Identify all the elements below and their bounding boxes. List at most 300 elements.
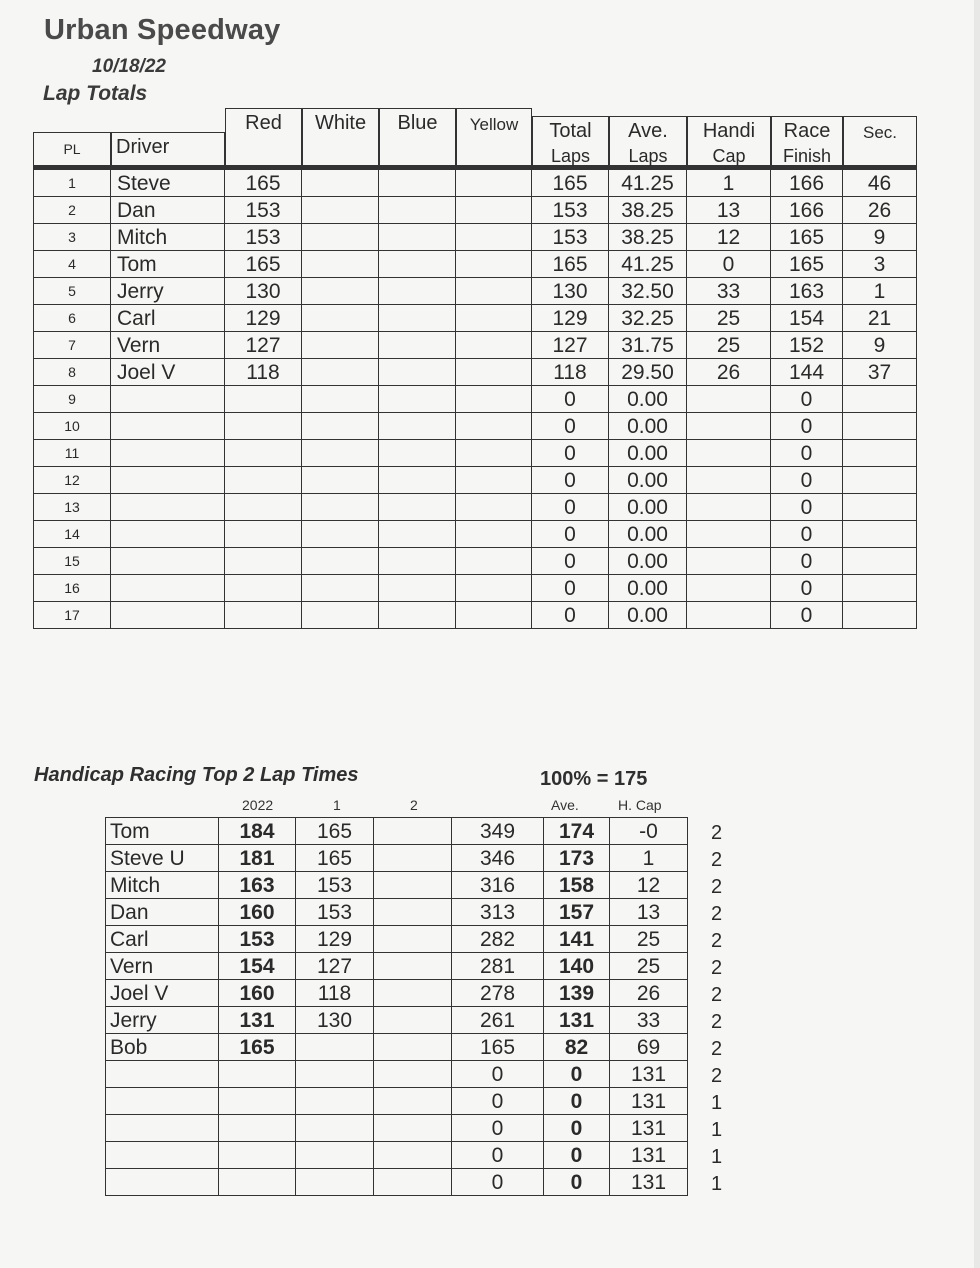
table-row bbox=[33, 467, 917, 494]
cell-handicap: 0 bbox=[687, 251, 771, 278]
col-header-race-finish bbox=[771, 116, 843, 166]
cell-finish: 0 bbox=[771, 521, 843, 548]
cell-yellow bbox=[456, 170, 532, 197]
cell-count: 2 bbox=[711, 849, 723, 871]
cell-name: Tom bbox=[105, 818, 219, 845]
col-header-blue bbox=[379, 108, 456, 166]
cell-handicap: 25 bbox=[687, 332, 771, 359]
cell-blue bbox=[379, 521, 456, 548]
cell-y2022: 160 bbox=[219, 899, 296, 926]
cell-finish: 166 bbox=[771, 197, 843, 224]
cell-sec bbox=[843, 521, 917, 548]
cell-white bbox=[302, 251, 379, 278]
cell-handicap bbox=[687, 548, 771, 575]
table-row bbox=[33, 251, 917, 278]
table-row bbox=[33, 224, 917, 251]
cell-sec: 3 bbox=[843, 251, 917, 278]
table-row bbox=[33, 386, 917, 413]
cell-ave: 173 bbox=[544, 845, 610, 872]
cell-yellow bbox=[456, 278, 532, 305]
table-row bbox=[105, 1142, 723, 1169]
cell-c2 bbox=[374, 1169, 452, 1196]
col-header-line1: Race bbox=[783, 120, 831, 142]
cell-name bbox=[105, 1169, 219, 1196]
cell-finish: 165 bbox=[771, 251, 843, 278]
cell-finish: 0 bbox=[771, 386, 843, 413]
cell-red: 153 bbox=[225, 197, 302, 224]
cell-white bbox=[302, 521, 379, 548]
cell-sum: 0 bbox=[452, 1169, 544, 1196]
cell-driver bbox=[111, 494, 225, 521]
section-title-handicap: Handicap Racing Top 2 Lap Times bbox=[34, 764, 359, 786]
cell-hcap: 33 bbox=[610, 1007, 688, 1034]
cell-yellow bbox=[456, 440, 532, 467]
cell-white bbox=[302, 467, 379, 494]
cell-pl: 16 bbox=[33, 575, 111, 602]
table-row bbox=[33, 548, 917, 575]
cell-sec: 46 bbox=[843, 170, 917, 197]
cell-yellow bbox=[456, 386, 532, 413]
cell-sec bbox=[843, 386, 917, 413]
cell-blue bbox=[379, 332, 456, 359]
cell-driver: Tom bbox=[111, 251, 225, 278]
cell-ave: 29.50 bbox=[609, 359, 687, 386]
col-header-ave: Ave. bbox=[551, 797, 579, 813]
cell-hcap: 26 bbox=[610, 980, 688, 1007]
cell-ave: 174 bbox=[544, 818, 610, 845]
cell-yellow bbox=[456, 224, 532, 251]
table-row bbox=[105, 1088, 723, 1115]
cell-driver: Dan bbox=[111, 197, 225, 224]
cell-sum: 281 bbox=[452, 953, 544, 980]
cell-ave: 0.00 bbox=[609, 386, 687, 413]
col-header-ave-laps bbox=[609, 116, 687, 166]
cell-red bbox=[225, 521, 302, 548]
cell-white bbox=[302, 197, 379, 224]
cell-total: 0 bbox=[532, 413, 609, 440]
cell-pl: 3 bbox=[33, 224, 111, 251]
cell-ave: 41.25 bbox=[609, 251, 687, 278]
cell-white bbox=[302, 278, 379, 305]
cell-driver: Carl bbox=[111, 305, 225, 332]
table-row bbox=[33, 170, 917, 197]
cell-red: 129 bbox=[225, 305, 302, 332]
col-header-handicap bbox=[687, 116, 771, 166]
cell-y2022: 181 bbox=[219, 845, 296, 872]
cell-sec bbox=[843, 602, 917, 629]
cell-red bbox=[225, 440, 302, 467]
cell-sum: 346 bbox=[452, 845, 544, 872]
col-header-total-laps bbox=[532, 116, 609, 166]
cell-ave: 32.25 bbox=[609, 305, 687, 332]
table-row bbox=[105, 1061, 723, 1088]
cell-ave: 41.25 bbox=[609, 170, 687, 197]
cell-yellow bbox=[456, 467, 532, 494]
cell-white bbox=[302, 413, 379, 440]
cell-finish: 166 bbox=[771, 170, 843, 197]
cell-hcap: 131 bbox=[610, 1142, 688, 1169]
cell-finish: 0 bbox=[771, 602, 843, 629]
cell-c1 bbox=[296, 1088, 374, 1115]
cell-blue bbox=[379, 197, 456, 224]
cell-sum: 282 bbox=[452, 926, 544, 953]
cell-handicap bbox=[687, 413, 771, 440]
cell-ave: 0.00 bbox=[609, 521, 687, 548]
cell-y2022 bbox=[219, 1088, 296, 1115]
table-row bbox=[33, 413, 917, 440]
cell-ave: 32.50 bbox=[609, 278, 687, 305]
cell-sec: 9 bbox=[843, 332, 917, 359]
cell-y2022 bbox=[219, 1142, 296, 1169]
cell-sec: 1 bbox=[843, 278, 917, 305]
col-header-line2: Cap bbox=[712, 146, 746, 166]
table-row bbox=[105, 818, 723, 845]
cell-total: 0 bbox=[532, 521, 609, 548]
cell-yellow bbox=[456, 575, 532, 602]
cell-name: Joel V bbox=[105, 980, 219, 1007]
table-row bbox=[105, 872, 723, 899]
cell-blue bbox=[379, 305, 456, 332]
cell-sum: 278 bbox=[452, 980, 544, 1007]
cell-count: 2 bbox=[711, 1038, 723, 1060]
cell-sec bbox=[843, 440, 917, 467]
cell-count: 2 bbox=[711, 903, 723, 925]
cell-red: 153 bbox=[225, 224, 302, 251]
cell-driver: Jerry bbox=[111, 278, 225, 305]
col-header-red bbox=[225, 108, 302, 166]
table-row bbox=[105, 1007, 723, 1034]
cell-blue bbox=[379, 224, 456, 251]
cell-c2 bbox=[374, 926, 452, 953]
cell-y2022: 153 bbox=[219, 926, 296, 953]
cell-blue bbox=[379, 359, 456, 386]
col-header-line2: Laps bbox=[550, 146, 591, 166]
cell-handicap: 26 bbox=[687, 359, 771, 386]
cell-count: 2 bbox=[711, 984, 723, 1006]
cell-sum: 165 bbox=[452, 1034, 544, 1061]
col-header-line1: Blue bbox=[397, 112, 438, 134]
cell-white bbox=[302, 170, 379, 197]
cell-red bbox=[225, 494, 302, 521]
cell-total: 0 bbox=[532, 467, 609, 494]
cell-white bbox=[302, 224, 379, 251]
cell-white bbox=[302, 440, 379, 467]
cell-c2 bbox=[374, 980, 452, 1007]
table-row bbox=[33, 278, 917, 305]
cell-white bbox=[302, 305, 379, 332]
table-row bbox=[105, 1034, 723, 1061]
col-header-line1: Handi bbox=[702, 120, 756, 142]
percent-basis-label: 100% = 175 bbox=[540, 768, 648, 790]
cell-y2022: 184 bbox=[219, 818, 296, 845]
cell-red bbox=[225, 386, 302, 413]
cell-count: 2 bbox=[711, 957, 723, 979]
cell-handicap bbox=[687, 467, 771, 494]
cell-white bbox=[302, 359, 379, 386]
table-row bbox=[105, 980, 723, 1007]
cell-ave: 38.25 bbox=[609, 197, 687, 224]
cell-ave: 140 bbox=[544, 953, 610, 980]
cell-red: 165 bbox=[225, 251, 302, 278]
table-row bbox=[33, 305, 917, 332]
cell-ave: 157 bbox=[544, 899, 610, 926]
cell-hcap: -0 bbox=[610, 818, 688, 845]
cell-c1 bbox=[296, 1169, 374, 1196]
cell-sum: 261 bbox=[452, 1007, 544, 1034]
cell-yellow bbox=[456, 197, 532, 224]
cell-c2 bbox=[374, 1007, 452, 1034]
cell-finish: 0 bbox=[771, 467, 843, 494]
cell-finish: 0 bbox=[771, 548, 843, 575]
cell-handicap: 1 bbox=[687, 170, 771, 197]
cell-sum: 313 bbox=[452, 899, 544, 926]
section-title-lap-totals: Lap Totals bbox=[43, 82, 148, 105]
table-row bbox=[105, 899, 723, 926]
cell-total: 129 bbox=[532, 305, 609, 332]
col-header-hcap: H. Cap bbox=[618, 797, 662, 813]
cell-sec: 26 bbox=[843, 197, 917, 224]
cell-sec: 21 bbox=[843, 305, 917, 332]
cell-hcap: 131 bbox=[610, 1061, 688, 1088]
cell-pl: 2 bbox=[33, 197, 111, 224]
col-header-white bbox=[302, 108, 379, 166]
cell-hcap: 131 bbox=[610, 1115, 688, 1142]
cell-y2022 bbox=[219, 1115, 296, 1142]
page-edge bbox=[974, 0, 980, 1268]
cell-driver bbox=[111, 602, 225, 629]
cell-driver bbox=[111, 467, 225, 494]
cell-white bbox=[302, 602, 379, 629]
cell-red bbox=[225, 548, 302, 575]
cell-c2 bbox=[374, 953, 452, 980]
table-row bbox=[33, 494, 917, 521]
cell-c2 bbox=[374, 1061, 452, 1088]
cell-handicap: 13 bbox=[687, 197, 771, 224]
cell-count: 2 bbox=[711, 930, 723, 952]
cell-pl: 17 bbox=[33, 602, 111, 629]
cell-pl: 12 bbox=[33, 467, 111, 494]
cell-handicap bbox=[687, 386, 771, 413]
cell-ave: 0 bbox=[544, 1115, 610, 1142]
cell-c1: 165 bbox=[296, 818, 374, 845]
cell-handicap: 25 bbox=[687, 305, 771, 332]
cell-name bbox=[105, 1115, 219, 1142]
cell-yellow bbox=[456, 521, 532, 548]
cell-hcap: 131 bbox=[610, 1088, 688, 1115]
col-header-line1: Yellow bbox=[469, 115, 519, 134]
col-header-line1: PL bbox=[63, 141, 81, 157]
lap-totals-header bbox=[33, 108, 923, 166]
cell-total: 165 bbox=[532, 251, 609, 278]
cell-ave: 38.25 bbox=[609, 224, 687, 251]
cell-name: Mitch bbox=[105, 872, 219, 899]
page-title: Urban Speedway bbox=[44, 14, 281, 46]
cell-driver bbox=[111, 440, 225, 467]
cell-sum: 0 bbox=[452, 1061, 544, 1088]
cell-driver bbox=[111, 575, 225, 602]
cell-y2022: 154 bbox=[219, 953, 296, 980]
cell-sum: 0 bbox=[452, 1142, 544, 1169]
lap-totals-body bbox=[33, 166, 917, 629]
cell-y2022: 160 bbox=[219, 980, 296, 1007]
cell-driver: Joel V bbox=[111, 359, 225, 386]
cell-c2 bbox=[374, 845, 452, 872]
cell-c1 bbox=[296, 1142, 374, 1169]
cell-total: 153 bbox=[532, 197, 609, 224]
cell-sum: 0 bbox=[452, 1088, 544, 1115]
cell-c2 bbox=[374, 899, 452, 926]
table-row bbox=[105, 1169, 723, 1196]
cell-count: 1 bbox=[711, 1092, 723, 1114]
col-header-driver bbox=[111, 132, 225, 166]
cell-yellow bbox=[456, 548, 532, 575]
cell-blue bbox=[379, 413, 456, 440]
cell-ave: 131 bbox=[544, 1007, 610, 1034]
table-row bbox=[33, 521, 917, 548]
cell-ave: 0 bbox=[544, 1061, 610, 1088]
cell-yellow bbox=[456, 494, 532, 521]
cell-ave: 141 bbox=[544, 926, 610, 953]
cell-blue bbox=[379, 575, 456, 602]
cell-pl: 9 bbox=[33, 386, 111, 413]
cell-sec bbox=[843, 494, 917, 521]
cell-red: 118 bbox=[225, 359, 302, 386]
cell-pl: 6 bbox=[33, 305, 111, 332]
cell-pl: 14 bbox=[33, 521, 111, 548]
cell-ave: 0 bbox=[544, 1088, 610, 1115]
cell-sum: 0 bbox=[452, 1115, 544, 1142]
table-row bbox=[33, 332, 917, 359]
cell-blue bbox=[379, 494, 456, 521]
table-row bbox=[105, 953, 723, 980]
cell-name bbox=[105, 1088, 219, 1115]
cell-total: 0 bbox=[532, 575, 609, 602]
cell-sec bbox=[843, 548, 917, 575]
cell-white bbox=[302, 575, 379, 602]
cell-hcap: 13 bbox=[610, 899, 688, 926]
cell-y2022: 165 bbox=[219, 1034, 296, 1061]
cell-red: 130 bbox=[225, 278, 302, 305]
cell-finish: 152 bbox=[771, 332, 843, 359]
cell-pl: 8 bbox=[33, 359, 111, 386]
cell-driver: Mitch bbox=[111, 224, 225, 251]
cell-finish: 0 bbox=[771, 413, 843, 440]
cell-finish: 165 bbox=[771, 224, 843, 251]
cell-driver: Steve bbox=[111, 170, 225, 197]
cell-y2022 bbox=[219, 1169, 296, 1196]
cell-c2 bbox=[374, 818, 452, 845]
cell-c1 bbox=[296, 1061, 374, 1088]
cell-ave: 158 bbox=[544, 872, 610, 899]
col-header-line1: Sec. bbox=[862, 123, 898, 142]
cell-count: 2 bbox=[711, 876, 723, 898]
cell-blue bbox=[379, 170, 456, 197]
col-header-2: 2 bbox=[410, 797, 418, 813]
cell-finish: 0 bbox=[771, 494, 843, 521]
table-row bbox=[105, 1115, 723, 1142]
cell-ave: 0.00 bbox=[609, 602, 687, 629]
cell-yellow bbox=[456, 251, 532, 278]
cell-handicap bbox=[687, 575, 771, 602]
cell-handicap: 33 bbox=[687, 278, 771, 305]
cell-ave: 31.75 bbox=[609, 332, 687, 359]
cell-red bbox=[225, 575, 302, 602]
table-row bbox=[105, 926, 723, 953]
cell-finish: 144 bbox=[771, 359, 843, 386]
col-header-line2: Finish bbox=[782, 146, 831, 166]
cell-pl: 10 bbox=[33, 413, 111, 440]
cell-sum: 316 bbox=[452, 872, 544, 899]
cell-blue bbox=[379, 467, 456, 494]
col-header-yellow bbox=[456, 108, 532, 166]
cell-name: Carl bbox=[105, 926, 219, 953]
cell-driver bbox=[111, 386, 225, 413]
cell-total: 0 bbox=[532, 494, 609, 521]
table-row bbox=[33, 440, 917, 467]
cell-hcap: 25 bbox=[610, 926, 688, 953]
cell-count: 2 bbox=[711, 1011, 723, 1033]
cell-finish: 0 bbox=[771, 575, 843, 602]
cell-sum: 349 bbox=[452, 818, 544, 845]
cell-hcap: 131 bbox=[610, 1169, 688, 1196]
handicap-table bbox=[105, 817, 723, 1196]
table-row bbox=[105, 845, 723, 872]
cell-blue bbox=[379, 548, 456, 575]
race-date: 10/18/22 bbox=[92, 56, 166, 77]
cell-ave: 139 bbox=[544, 980, 610, 1007]
cell-name: Bob bbox=[105, 1034, 219, 1061]
cell-red bbox=[225, 413, 302, 440]
cell-y2022 bbox=[219, 1061, 296, 1088]
cell-y2022: 163 bbox=[219, 872, 296, 899]
cell-c1 bbox=[296, 1034, 374, 1061]
cell-c2 bbox=[374, 872, 452, 899]
cell-yellow bbox=[456, 359, 532, 386]
cell-total: 153 bbox=[532, 224, 609, 251]
cell-white bbox=[302, 494, 379, 521]
cell-c1: 165 bbox=[296, 845, 374, 872]
cell-c1: 129 bbox=[296, 926, 374, 953]
cell-c1: 127 bbox=[296, 953, 374, 980]
cell-pl: 1 bbox=[33, 170, 111, 197]
cell-name: Steve U bbox=[105, 845, 219, 872]
cell-sec: 9 bbox=[843, 224, 917, 251]
cell-count: 2 bbox=[711, 822, 723, 844]
cell-count: 1 bbox=[711, 1119, 723, 1141]
cell-handicap bbox=[687, 494, 771, 521]
col-header-line1: Ave. bbox=[628, 120, 668, 142]
cell-handicap: 12 bbox=[687, 224, 771, 251]
col-header-1: 1 bbox=[333, 797, 341, 813]
cell-handicap bbox=[687, 440, 771, 467]
col-header-line2: Laps bbox=[628, 146, 668, 166]
cell-driver bbox=[111, 548, 225, 575]
cell-total: 0 bbox=[532, 386, 609, 413]
cell-yellow bbox=[456, 413, 532, 440]
cell-sec: 37 bbox=[843, 359, 917, 386]
cell-ave: 0.00 bbox=[609, 575, 687, 602]
cell-red bbox=[225, 602, 302, 629]
cell-ave: 0 bbox=[544, 1142, 610, 1169]
cell-yellow bbox=[456, 305, 532, 332]
cell-red: 165 bbox=[225, 170, 302, 197]
cell-red: 127 bbox=[225, 332, 302, 359]
cell-blue bbox=[379, 386, 456, 413]
cell-sec bbox=[843, 575, 917, 602]
cell-c2 bbox=[374, 1088, 452, 1115]
cell-count: 2 bbox=[711, 1065, 723, 1087]
cell-total: 130 bbox=[532, 278, 609, 305]
